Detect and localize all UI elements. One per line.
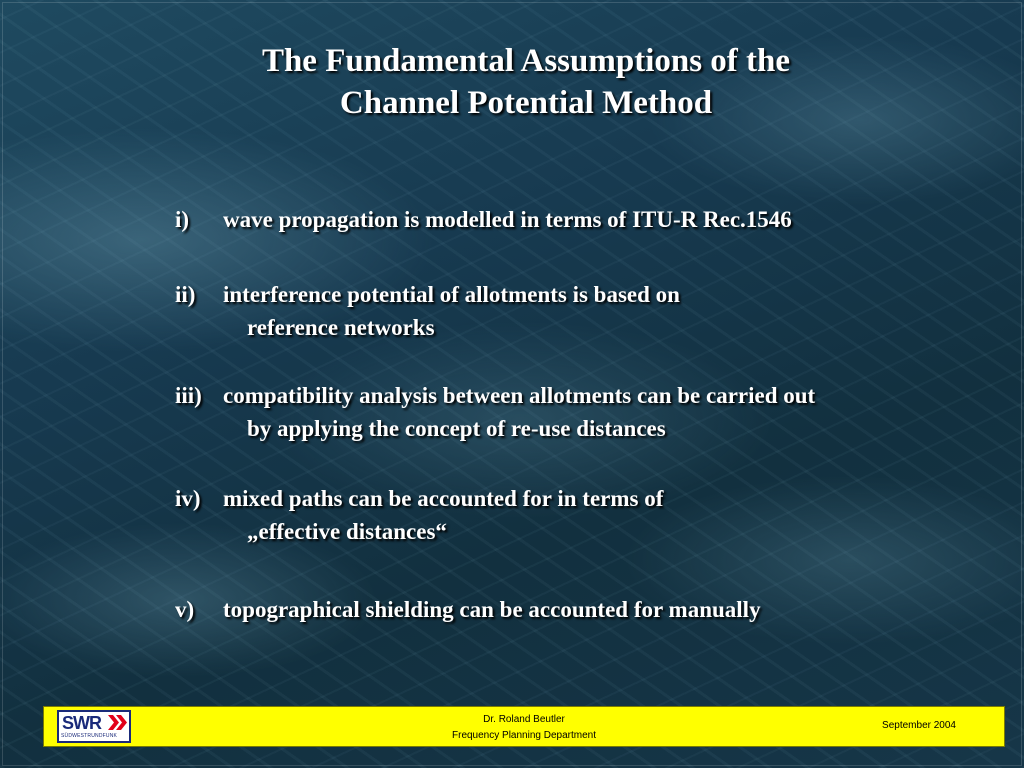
item-number: iii) <box>175 383 202 408</box>
item-text: mixed paths can be accounted for in terms of <box>223 486 664 511</box>
footer-bar <box>43 706 1005 747</box>
footer-credits <box>384 712 664 744</box>
assumption-item-5 <box>175 593 761 626</box>
item-text: interference potential of allotments is based on <box>223 282 680 307</box>
assumption-item-3 <box>175 379 815 445</box>
assumption-item-2 <box>175 278 680 344</box>
title-line-2: Channel Potential Method <box>339 85 713 121</box>
footer-date: September 2004 <box>882 720 956 731</box>
assumption-item-4 <box>175 482 663 548</box>
item-number: ii) <box>175 282 196 307</box>
item-text-continued: reference networks <box>247 315 435 340</box>
item-number: v) <box>175 597 195 622</box>
title-line-1: The Fundamental Assumptions of the <box>261 43 791 79</box>
item-text-continued: „effective distances“ <box>247 519 447 544</box>
slide-title <box>0 40 1024 124</box>
double-chevron-icon <box>108 715 128 730</box>
author-name: Dr. Roland Beutler <box>483 714 565 725</box>
item-text: wave propagation is modelled in terms of ITU-R Rec.1546 <box>223 207 792 232</box>
item-text: compatibility analysis between allotments can be carried out <box>223 383 816 408</box>
logo-text: SWR <box>62 713 101 733</box>
department-name: Frequency Planning Department <box>452 730 596 741</box>
item-text: topographical shielding can be accounted for manually <box>223 597 761 622</box>
assumption-item-1 <box>175 203 792 236</box>
item-text-continued: by applying the concept of re-use distances <box>247 416 666 441</box>
item-number: i) <box>175 207 190 232</box>
logo-subtext: SÜDWESTRUNDFUNK <box>61 733 118 739</box>
swr-logo <box>57 710 131 743</box>
item-number: iv) <box>175 486 201 511</box>
